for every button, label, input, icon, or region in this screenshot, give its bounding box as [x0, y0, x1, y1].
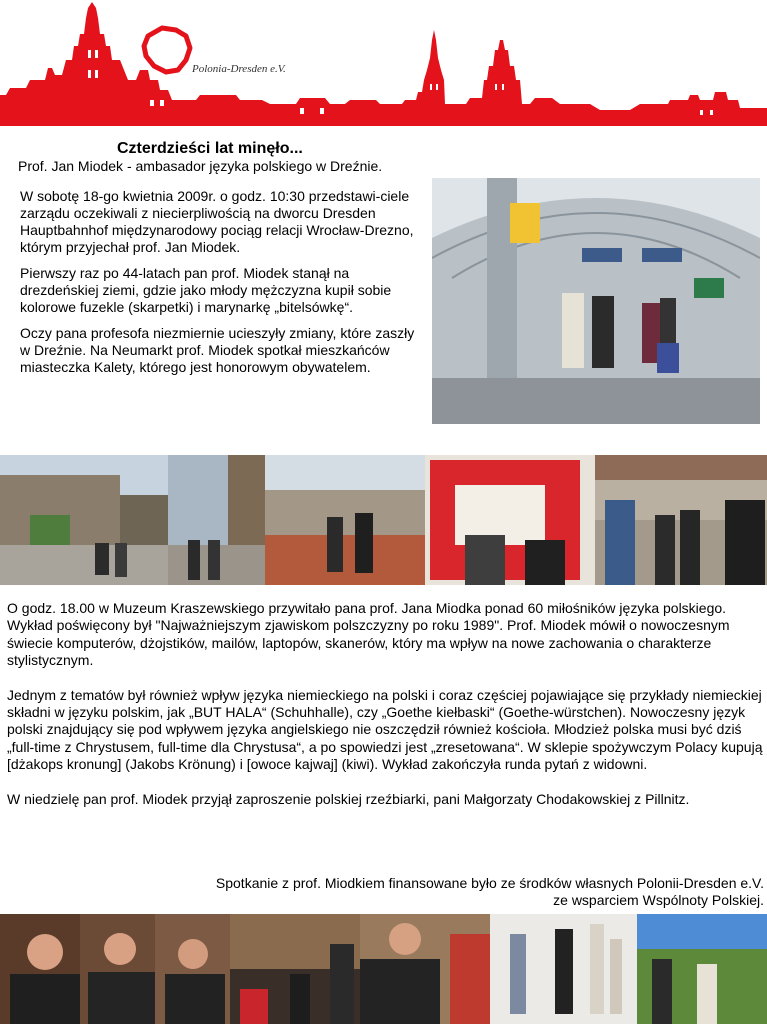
procession-wall-photo: [168, 455, 265, 585]
lecture-photo: [155, 914, 230, 1024]
lecture-photo: [80, 914, 155, 1024]
old-town-photo: [0, 455, 168, 585]
zwinger-photo: [265, 455, 425, 585]
funding-line: ze wsparciem Wspólnoty Polskiej.: [553, 892, 764, 908]
market-stall-photo: [425, 455, 595, 585]
signing-photo: [360, 914, 490, 1024]
article-title: Czterdzieści lat minęło...: [117, 140, 303, 157]
train-station-photo: [432, 178, 760, 424]
intro-paragraph: Pierwszy raz po 44-latach pan prof. Miodek stanął na drezdeńskiej ziemi, gdzie jako młody mężczyzna kupił sobie kolorowe fuzekle (skarpetki) i marynarkę „bitelsówkę“.: [20, 265, 392, 315]
audience-photo: [230, 914, 360, 1024]
lecture-photo: [0, 914, 80, 1024]
intro-paragraph: W sobotę 18-go kwietnia 2009r. o godz. 10:30 przedstawi-ciele zarządu oczekiwali z niecierpliwością na dworcu Dresden Hauptbahnhof międzynarodowy pociąg relacji Wrocław-Drezno, którym przyjechał prof. Jan Miodek.: [20, 188, 414, 255]
intro-paragraph: Oczy pana profesofa niezmiernie ucieszyły zmiany, które zaszły w Dreźnie. Na Neumarkt prof. Miodek spotkał mieszkańców miasteczka Kalety, którego jest honorowym obywatelem.: [20, 325, 415, 375]
dresden-skyline-graphic: [0, 0, 767, 126]
body-paragraph: O godz. 18.00 w Muzeum Kraszewskiego przywitało pana prof. Jana Miodka ponad 60 miłośników języka polskiego. Wykład poświęcony był "Najważniejszym zjawiskom polszczyzny po roku 1989". Prof. Miodek mówił o nowoczesnym świecie komputerów, dżojstików, mailów, laptopów, skanerów, który ma wpływ na nowe zachowania o charakterze stylistycznym.: [7, 600, 730, 669]
funding-line: Spotkanie z prof. Miodkiem finansowane było ze środków własnych Polonii-Dresden e.V.: [215, 875, 764, 891]
sculpture-studio-photo: [490, 914, 637, 1024]
vineyard-photo: [637, 914, 767, 1024]
body-paragraph: Jednym z tematów był również wpływ języka niemieckiego na polski i coraz częściej pojawiające się przykłady niemieckiej składni w języku polskim, jak „BUT HALA“ (Schuhhalle), czy „Goethe kiełbaski“ (Goethe-würstchen). Nowoczesny język polski znajdujący się pod wpływem języka angielskiego nie oszczędził również kościoła. Młodzież polska musi być dziś „full-time z Chrystusem, full-time dla Chrystusa“, a po spowiedzi jest „zresetowana“. W sklepie spożywczym Polacy kupują [dżakops kronung] (Jakobs Krönung) i [owoce kajwaj] (kiwi). Wykład zakończyła runda pytań z widowni.: [7, 686, 763, 773]
article-subtitle: Prof. Jan Miodek - ambasador języka polskiego w Dreźnie.: [18, 158, 383, 174]
logo-text: Polonia-Dresden e.V.: [192, 63, 286, 75]
body-paragraph: W niedzielę pan prof. Miodek przyjął zaproszenie polskiej rzeźbiarki, pani Małgorzaty Chodakowskiej z Pillnitz.: [7, 790, 690, 807]
intro-text: [20, 188, 426, 385]
body-text: [7, 600, 767, 825]
square-group-photo: [595, 455, 767, 585]
funding-note: [144, 875, 764, 909]
header-banner: [0, 0, 767, 126]
